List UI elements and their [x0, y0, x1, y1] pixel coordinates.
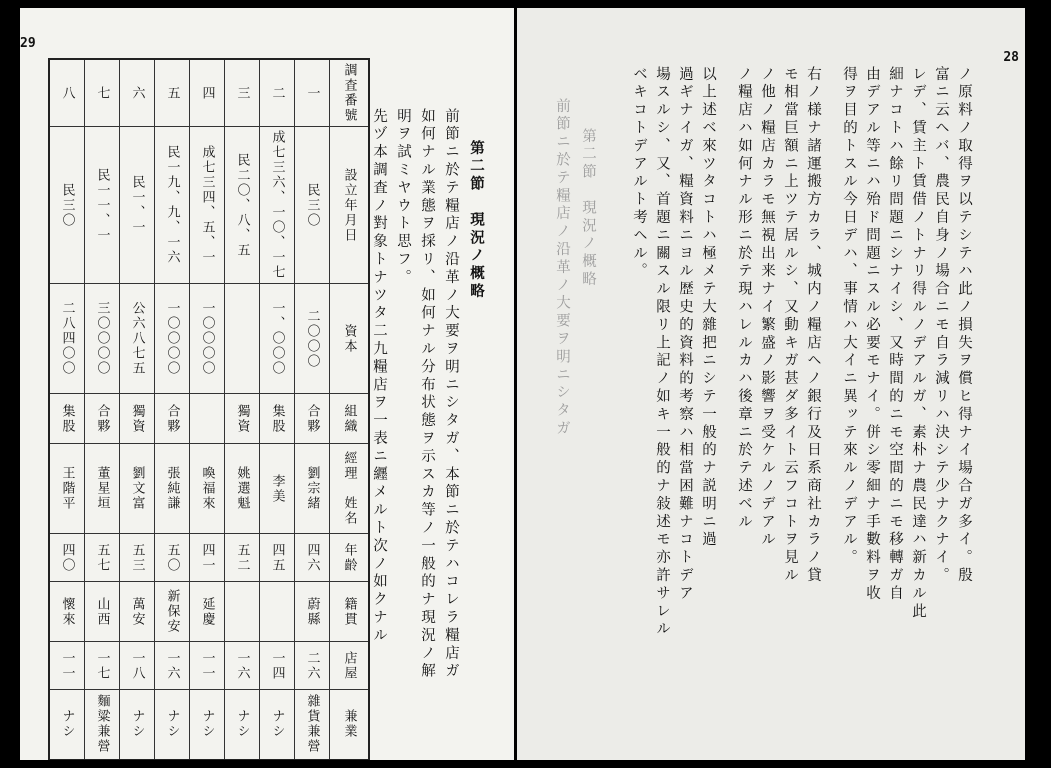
table-cell: 麵粱兼營: [85, 690, 120, 760]
table-cell: [225, 284, 260, 394]
table-cell: 一、〇〇〇: [260, 284, 295, 394]
header-shop-owner: 店屋: [330, 642, 370, 690]
table-cell: 萬安: [120, 582, 155, 642]
table-cell: 一一: [49, 642, 85, 690]
table-cell: ナシ: [155, 690, 190, 760]
table-cell: 懷來: [49, 582, 85, 642]
table-cell: 二〇〇〇: [295, 284, 330, 394]
table-row: 三: [225, 59, 260, 127]
table-cell: 董星垣: [85, 444, 120, 534]
table-cell: 李美: [260, 444, 295, 534]
table-row: 二: [260, 59, 295, 127]
text-column: ノ他ノ糧店カラモ無視出来ナイ繁盛ノ影響ヲ受ケルノデアル: [759, 66, 775, 550]
table-cell: 一六: [155, 642, 190, 690]
table-cell: ナシ: [120, 690, 155, 760]
left-page: [20, 8, 514, 760]
page-number: 29: [20, 36, 36, 51]
table-cell: 四〇: [49, 534, 85, 582]
text-column: 過ギナイガ、糧資料ニヨル歴史的資料的考察ハ相當困難ナコトデア: [677, 66, 693, 603]
section-title: 第二節 現況ノ概略: [468, 140, 485, 302]
table-row: 六: [120, 59, 155, 127]
table-cell: [190, 394, 225, 444]
table-cell: 王階平: [49, 444, 85, 534]
table-cell: 一四: [260, 642, 295, 690]
table-cell: 民二〇、八、五: [225, 127, 260, 284]
table-cell: 合夥: [85, 394, 120, 444]
table-cell: 二六: [295, 642, 330, 690]
text-column: ベキコトデアルト考ヘル。: [631, 66, 647, 281]
table-cell: 一七: [85, 642, 120, 690]
table-cell: 四一: [190, 534, 225, 582]
table-cell: 合夥: [155, 394, 190, 444]
table-cell: 蔚縣: [295, 582, 330, 642]
table-cell: 集股: [260, 394, 295, 444]
table-row: 八: [49, 59, 85, 127]
table-cell: ナシ: [225, 690, 260, 760]
text-column: レデ、賃主ト賃借ノトナリ得ルノデアルガ、素朴ナ農民達ハ新カル此: [910, 66, 926, 621]
text-column: 以上述ベ來ツタコトハ極メテ大雜把ニシテ一般的ナ説明ニ過: [700, 66, 716, 550]
table-cell: 一八: [120, 642, 155, 690]
right-page: [517, 8, 1025, 760]
table-cell: 雜貨兼營: [295, 690, 330, 760]
table-cell: 獨資: [225, 394, 260, 444]
bleed-through-text: 前節ニ於テ糧店ノ沿革ノ大要ヲ明ニシタガ: [554, 98, 570, 439]
body-line-1: 前節ニ於テ糧店ノ沿革ノ大要ヲ明ニシタガ、本節ニ於テハコレラ糧店ガ: [443, 108, 459, 681]
table-cell: 姚選魁: [225, 444, 260, 534]
table-cell: 新保安: [155, 582, 190, 642]
table-cell: 成七三四、五、一: [190, 127, 225, 284]
table-row: 五: [155, 59, 190, 127]
table-cell: 一六: [225, 642, 260, 690]
table-cell: 劉文富: [120, 444, 155, 534]
table-cell: 一〇〇〇〇: [155, 284, 190, 394]
shop-table: [48, 58, 370, 760]
text-column: 由デアル等ニハ殆ド問題ニスル必要モナイ。併シ零細ナ手數料ヲ收: [864, 66, 880, 603]
header-year: 設立年月日: [330, 127, 370, 284]
table-row: 七: [85, 59, 120, 127]
table-cell: 劉宗緒: [295, 444, 330, 534]
table-cell: 五二: [225, 534, 260, 582]
table-cell: 集股: [49, 394, 85, 444]
table-cell: 五三: [120, 534, 155, 582]
table-cell: [260, 582, 295, 642]
text-column: 得ヲ目的トスル今日デハ、事情ハ大イニ異ッテ來ルノデアル。: [841, 66, 857, 568]
header-age: 年齡: [330, 534, 370, 582]
table-cell: [225, 582, 260, 642]
table-row: 四: [190, 59, 225, 127]
table-cell: 五〇: [155, 534, 190, 582]
text-column: ノ糧店ハ如何ナル形ニ於テ現ハレルカハ後章ニ於テ述ベル: [736, 66, 752, 532]
header-name: 經理 姓名: [330, 444, 370, 534]
bleed-through-text: 第二節 現況ノ概略: [580, 128, 596, 290]
body-line-2: 如何ナル業態ヲ採リ、如何ナル分布状態ヲ示スカ等ノ一般的ナ現況ノ解: [419, 108, 435, 681]
text-column: 場スルシ、又、首題ニ關スル限リ上記ノ如キ一般的ナ敍述モ亦許サレル: [654, 66, 670, 639]
table-cell: 張純謙: [155, 444, 190, 534]
table-cell: 民一九、九、一六: [155, 127, 190, 284]
table-cell: 四五: [260, 534, 295, 582]
table-cell: ナシ: [260, 690, 295, 760]
table-cell: 一一: [190, 642, 225, 690]
text-column: モ相當巨額ニ上ツテ居ルシ、又動キガ甚ダ多イト云フコトヲ見ル: [782, 66, 798, 586]
table-cell: 成七三六、一〇、一七: [260, 127, 295, 284]
header-number: 調査番號: [330, 59, 370, 127]
table-cell: 四六: [295, 534, 330, 582]
table-cell: 一〇〇〇〇: [190, 284, 225, 394]
table-cell: 喚福來: [190, 444, 225, 534]
table-cell: 民三〇: [49, 127, 85, 284]
text-column: ノ原料ノ取得ヲ以テシテハ此ノ損失ヲ償ヒ得ナイ場合ガ多イ。殷: [956, 66, 972, 586]
table-cell: 三〇〇〇〇: [85, 284, 120, 394]
header-side-business: 兼業: [330, 690, 370, 760]
table-cell: ナシ: [190, 690, 225, 760]
table-cell: 二八四〇〇: [49, 284, 85, 394]
table-cell: 獨資: [120, 394, 155, 444]
header-organization: 組織: [330, 394, 370, 444]
table-cell: 五七: [85, 534, 120, 582]
table-cell: 延慶: [190, 582, 225, 642]
header-origin: 籍貫: [330, 582, 370, 642]
table-cell: ナシ: [49, 690, 85, 760]
table-cell: 合夥: [295, 394, 330, 444]
table-cell: 民三〇: [295, 127, 330, 284]
text-column: 富ニ云ヘバ、農民自身ノ場合ニモ自ラ減リハ決シテ少ナクナイ。: [933, 66, 949, 586]
table-row: 一: [295, 59, 330, 127]
page-number: 28: [1003, 50, 1019, 65]
body-line-4: 先ヅ本調査ノ對象トナツタ二九糧店ヲ一表ニ纒メルト次ノ如クナル: [371, 108, 387, 645]
table-cell: 民一一、一: [85, 127, 120, 284]
text-column: 細ナコトハ餘リ問題ニシナイシ、又時間的ニモ空間的ニモ移轉ガ自: [887, 66, 903, 603]
table-cell: 民一、一: [120, 127, 155, 284]
text-column: 右ノ様ナ諸運搬方カラ、城内ノ糧店ヘノ銀行及日系商社カラノ貸: [805, 66, 821, 586]
header-capital: 資本: [330, 284, 370, 394]
table-cell: 公六八七五: [120, 284, 155, 394]
table-cell: 山西: [85, 582, 120, 642]
body-line-3: 明ヲ試ミヤウト思フ。: [395, 108, 411, 287]
